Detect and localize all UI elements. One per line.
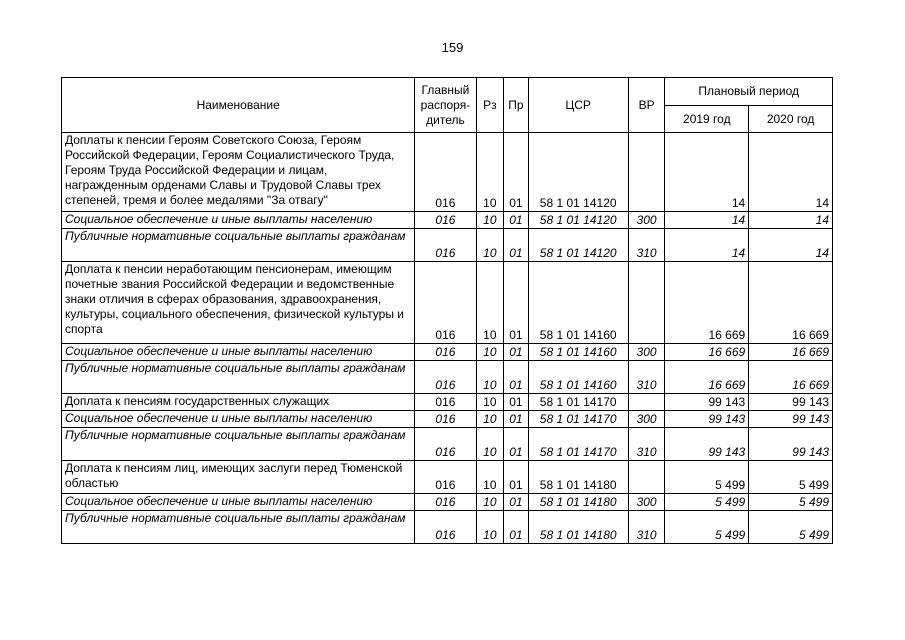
table-cell-rz: 10 (476, 411, 504, 428)
table-row (62, 494, 833, 511)
table-cell-vr (628, 461, 665, 494)
table-row (62, 394, 833, 411)
table-cell-2019: 5 499 (665, 461, 749, 494)
table-cell-rz: 10 (476, 262, 504, 344)
table-cell-vr: 310 (628, 511, 665, 544)
table-cell-vr: 310 (628, 229, 665, 262)
table-cell-rz: 10 (476, 361, 504, 394)
table-cell-rz: 10 (476, 133, 504, 212)
table-body (62, 133, 833, 544)
table-cell-pr: 01 (504, 461, 529, 494)
table-cell-vr (628, 262, 665, 344)
table-cell-2019: 99 143 (665, 428, 749, 461)
table-cell-csr: 58 1 01 14120 (528, 133, 628, 212)
table-cell-csr: 58 1 01 14160 (528, 344, 628, 361)
table-cell-2020: 14 (749, 133, 833, 212)
table-cell-vr: 300 (628, 212, 665, 229)
table-cell-rz: 10 (476, 212, 504, 229)
table-cell-admin: 016 (415, 411, 476, 428)
table-cell-csr: 58 1 01 14160 (528, 262, 628, 344)
table-cell-name: Публичные нормативные социальные выплаты гражданам (62, 428, 415, 461)
table-cell-vr: 300 (628, 411, 665, 428)
table-cell-2020: 14 (749, 229, 833, 262)
table-cell-2020: 5 499 (749, 461, 833, 494)
table-cell-csr: 58 1 01 14170 (528, 394, 628, 411)
table-cell-2020: 5 499 (749, 494, 833, 511)
table-cell-csr: 58 1 01 14120 (528, 212, 628, 229)
table-cell-rz: 10 (476, 394, 504, 411)
table-row (62, 344, 833, 361)
table-cell-2019: 14 (665, 229, 749, 262)
header-plan-period: Плановый период (665, 78, 833, 106)
table-cell-2019: 16 669 (665, 262, 749, 344)
header-rz: Рз (476, 78, 504, 133)
table-cell-rz: 10 (476, 511, 504, 544)
table-cell-rz: 10 (476, 494, 504, 511)
page-number: 159 (441, 40, 464, 55)
table-cell-admin: 016 (415, 511, 476, 544)
table-cell-pr: 01 (504, 262, 529, 344)
header-csr: ЦСР (528, 78, 628, 133)
header-vr: ВР (628, 78, 665, 133)
table-cell-vr (628, 394, 665, 411)
table-cell-admin: 016 (415, 428, 476, 461)
table-row (62, 461, 833, 494)
header-admin: Главный распоря-дитель (415, 78, 476, 133)
table-cell-2019: 5 499 (665, 511, 749, 544)
table-cell-2019: 99 143 (665, 394, 749, 411)
table-cell-pr: 01 (504, 494, 529, 511)
table-cell-csr: 58 1 01 14170 (528, 428, 628, 461)
table-cell-name: Доплаты к пенсии Героям Советского Союза, Героям Российской Федерации, Героям Социалистического Труда, Героям Труда Российской Федерации и лицам, награжденным орденами Славы и Трудовой Славы трех степеней, тремя и более медалями "За отвагу" (62, 133, 415, 212)
table-cell-2020: 16 669 (749, 361, 833, 394)
table-cell-vr: 300 (628, 494, 665, 511)
header-name: Наименование (62, 78, 415, 133)
table-cell-vr: 310 (628, 361, 665, 394)
table-row (62, 229, 833, 262)
table-cell-rz: 10 (476, 229, 504, 262)
table-cell-2019: 99 143 (665, 411, 749, 428)
table-cell-rz: 10 (476, 428, 504, 461)
table-cell-2020: 16 669 (749, 344, 833, 361)
table-cell-admin: 016 (415, 212, 476, 229)
table-cell-name: Доплата к пенсиям государственных служащих (62, 394, 415, 411)
table-cell-vr: 300 (628, 344, 665, 361)
table-cell-pr: 01 (504, 428, 529, 461)
table-cell-2020: 99 143 (749, 411, 833, 428)
header-year-2020: 2020 год (749, 106, 833, 133)
table-cell-vr: 310 (628, 428, 665, 461)
table-cell-csr: 58 1 01 14180 (528, 494, 628, 511)
table-cell-pr: 01 (504, 411, 529, 428)
table-cell-pr: 01 (504, 212, 529, 229)
table-cell-csr: 58 1 01 14180 (528, 461, 628, 494)
table-cell-2019: 14 (665, 133, 749, 212)
table-cell-name: Публичные нормативные социальные выплаты гражданам (62, 361, 415, 394)
table-cell-2020: 99 143 (749, 428, 833, 461)
header-pr: Пр (504, 78, 529, 133)
table-cell-2019: 5 499 (665, 494, 749, 511)
table-cell-pr: 01 (504, 133, 529, 212)
table-row (62, 262, 833, 344)
table-cell-csr: 58 1 01 14170 (528, 411, 628, 428)
table-row (62, 411, 833, 428)
table-cell-admin: 016 (415, 133, 476, 212)
header-year-2019: 2019 год (665, 106, 749, 133)
table-cell-pr: 01 (504, 361, 529, 394)
table-cell-pr: 01 (504, 394, 529, 411)
table-cell-rz: 10 (476, 344, 504, 361)
table-row (62, 428, 833, 461)
table-cell-csr: 58 1 01 14120 (528, 229, 628, 262)
table-cell-name: Социальное обеспечение и иные выплаты населению (62, 411, 415, 428)
budget-table (61, 77, 833, 544)
table-cell-admin: 016 (415, 461, 476, 494)
table-cell-name: Доплата к пенсиям лиц, имеющих заслуги перед Тюменской областью (62, 461, 415, 494)
table-cell-2020: 5 499 (749, 511, 833, 544)
table-row (62, 361, 833, 394)
table-cell-admin: 016 (415, 361, 476, 394)
table-cell-pr: 01 (504, 344, 529, 361)
table-cell-csr: 58 1 01 14160 (528, 361, 628, 394)
table-cell-admin: 016 (415, 394, 476, 411)
table-cell-name: Социальное обеспечение и иные выплаты населению (62, 494, 415, 511)
table-cell-name: Доплата к пенсии неработающим пенсионерам, имеющим почетные звания Российской Федерации и ведомственные знаки отличия в сферах образования, здравоохранения, культуры, социального обеспечения, физической культуры и спорта (62, 262, 415, 344)
table-cell-admin: 016 (415, 344, 476, 361)
table-cell-name: Публичные нормативные социальные выплаты гражданам (62, 511, 415, 544)
table-cell-name: Социальное обеспечение и иные выплаты населению (62, 212, 415, 229)
table-cell-csr: 58 1 01 14180 (528, 511, 628, 544)
table-row (62, 212, 833, 229)
table-cell-pr: 01 (504, 511, 529, 544)
table-cell-name: Публичные нормативные социальные выплаты гражданам (62, 229, 415, 262)
table-cell-2020: 16 669 (749, 262, 833, 344)
table-cell-rz: 10 (476, 461, 504, 494)
table-row (62, 133, 833, 212)
table-row (62, 511, 833, 544)
table-cell-admin: 016 (415, 229, 476, 262)
table-cell-name: Социальное обеспечение и иные выплаты населению (62, 344, 415, 361)
table-cell-pr: 01 (504, 229, 529, 262)
table-cell-2019: 16 669 (665, 361, 749, 394)
table-cell-2019: 16 669 (665, 344, 749, 361)
table-cell-admin: 016 (415, 262, 476, 344)
table-cell-2020: 14 (749, 212, 833, 229)
table-cell-admin: 016 (415, 494, 476, 511)
table-cell-vr (628, 133, 665, 212)
table-cell-2020: 99 143 (749, 394, 833, 411)
table-cell-2019: 14 (665, 212, 749, 229)
